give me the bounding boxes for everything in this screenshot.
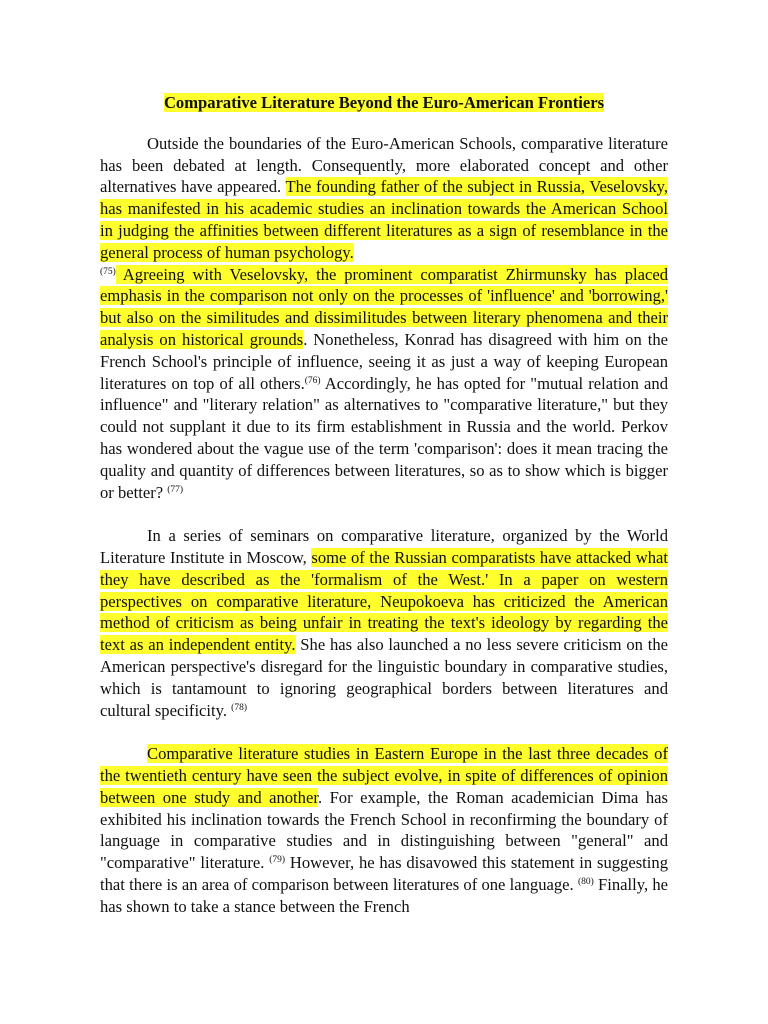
text-run: . Nonetheless, Konrad has disagreed with him on the French School's principle of influence, seeing it as just a way of keeping European literatures on top of all others. bbox=[100, 329, 668, 393]
text-run: . For example, the Roman academician Dima has exhibited his inclination towards the French School in reconfirming the boundary of language in comparative studies and in distinguishing between "general" and "comparative" literature. bbox=[100, 787, 668, 873]
footnote-ref: (79) bbox=[269, 855, 286, 866]
footnote-ref: (78) bbox=[231, 702, 247, 713]
text-run: However, he has disavowed this statement in suggesting that there is an area of comparison between literatures of one language. bbox=[100, 853, 668, 894]
highlighted-text: some of the Russian comparatists have attacked what they have described as the 'formalism of the West.' In a paper on western perspectives on comparative literature, Neupokoeva has criticized the American method of criticism as being unfair in treating the text's ideology by regarding the text as an independent entity. bbox=[100, 547, 668, 655]
paragraph-3 bbox=[100, 743, 668, 917]
footnote-ref: (77) bbox=[167, 484, 184, 495]
text-run: Outside the boundaries of the Euro-American Schools, comparative literature has been debated at length. Consequently, more elaborated concept and other alternatives have appeared. bbox=[100, 133, 668, 197]
text-run: She has also launched a no less severe criticism on the American perspective's disregard for the linguistic boundary in comparative studies, which is tantamount to ignoring geographical borders between literatures and cultural specificity. bbox=[100, 635, 669, 720]
text-run: Accordingly, he has opted for "mutual relation and influence" and "literary relation" as alternatives to "comparative literature," but they could not supplant it due to its firm establishment in Russia and the world. Perkov has wondered about the vague use of the term 'comparison': does it mean tracing the quality and quantity of differences between literatures, so as to show which is bigger or better? bbox=[100, 373, 668, 502]
paragraph-1 bbox=[100, 133, 668, 504]
footnote-ref: (76) bbox=[304, 375, 321, 386]
highlighted-text: The founding father of the subject in Russia, Veselovsky, has manifested in his academic studies an inclination towards the American School in judging the affinities between different literatures as a sign of resemblance in the general process of human psychology. bbox=[100, 177, 669, 262]
highlighted-text: Agreeing with Veselovsky, the prominent comparatist Zhirmunsky has placed emphasis in the comparison not only on the processes of 'influence' and 'borrowing,' but also on the similitudes and dissimilitudes between literary phenomena and their analysis on historical grounds bbox=[100, 264, 668, 349]
title-highlight: Comparative Literature Beyond the Euro-American Frontiers bbox=[163, 93, 605, 112]
document-page bbox=[100, 92, 668, 939]
text-run: In a series of seminars on comparative literature, organized by the World Literature Institute in Moscow, bbox=[100, 526, 668, 567]
text-run: Finally, he has shown to take a stance between the French bbox=[100, 874, 668, 916]
paragraph-2 bbox=[100, 525, 668, 721]
page-title bbox=[100, 92, 668, 114]
footnote-ref: (80) bbox=[577, 876, 594, 887]
highlighted-text: Comparative literature studies in Eastern Europe in the last three decades of the twentieth century have seen the subject evolve, in spite of differences of opinion between one study and another bbox=[100, 744, 668, 807]
footnote-ref: (75) bbox=[100, 266, 116, 277]
